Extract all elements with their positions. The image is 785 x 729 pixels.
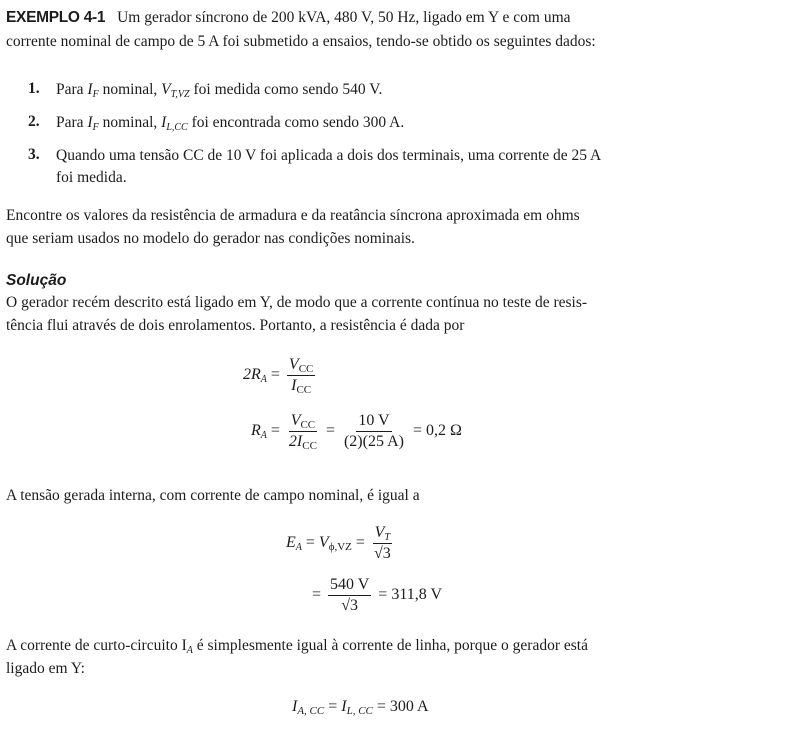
item-1-number: 1. [28, 80, 40, 97]
fraction-540v-sqrt3: $\frac{540 V}{√3}$ [330, 576, 370, 614]
solution-p1-line1: O gerador recém descrito está ligado em Y, de modo que a corrente contínua no teste de resis- [6, 294, 588, 311]
item-3-line1: Quando uma tensão CC de 10 V foi aplicada a dois dos terminais, uma corrente de 25 A [56, 147, 602, 164]
equation-ia-cc: $I_{A, CC} = I_{L, CC} = 300$ A [292, 698, 429, 717]
question-line1: Encontre os valores da resistência de armadura e da reatância síncrona aproximada em ohms [6, 207, 580, 224]
item-1-text: Para $I_F$ nominal, $V_{T,VZ}$ foi medida como sendo 540 V. [56, 81, 383, 100]
item-2-number: 2. [28, 113, 40, 130]
item-3-number: 3. [28, 146, 40, 163]
equation-2ra: $2R_A$ = $\frac{V_{CC}}{I_{CC}}$ [243, 356, 314, 396]
solution-p2: A tensão gerada interna, com corrente de campo nominal, é igual a [6, 487, 420, 504]
equation-ea: $E_A = V_{\phi,VZ}$ = $\frac{V_T}{√3}$ [286, 524, 391, 562]
solution-heading: Solução [6, 272, 67, 289]
item-3-line2: foi medida. [56, 169, 127, 186]
solution-p3-line2: ligado em Y: [6, 660, 85, 677]
fraction-10v: $\frac{10 V}{(2)(25 A)}$ [343, 412, 404, 450]
item-2-text: Para $I_F$ nominal, $I_{L,CC}$ foi encontrada como sendo 300 A. [56, 114, 405, 133]
fraction-vt-sqrt3: $\frac{V_T}{√3}$ [373, 524, 391, 562]
question-line2: que seriam usados no modelo do gerador nas condições nominais. [6, 230, 415, 247]
solution-p3-line1: A corrente de curto-circuito $I_A$ é simplesmente igual à corrente de linha, porque o gerador está [6, 637, 588, 656]
fraction-vcc-icc: $\frac{V_{CC}}{I_{CC}}$ [288, 356, 314, 396]
example-intro-line1: EXEMPLO 4-1 Um gerador síncrono de 200 kVA, 480 V, 50 Hz, ligado em Y e com uma [6, 9, 571, 26]
equation-ea-value: = $\frac{540 V}{√3}$ = 311,8 V [312, 576, 442, 614]
fraction-vcc-2icc: $\frac{V_{CC}}{2I_{CC}}$ [288, 412, 317, 452]
example-label: EXEMPLO 4-1 [6, 9, 106, 26]
equation-ra: $R_A$ = $\frac{V_{CC}}{2I_{CC}}$ = $\frac{10 V}{(2)(25 A)}$ = 0,2 Ω [251, 412, 462, 452]
example-intro-line2: corrente nominal de campo de 5 A foi submetido a ensaios, tendo-se obtido os seguintes dados: [6, 33, 596, 50]
solution-p1-line2: tência flui através de dois enrolamentos. Portanto, a resistência é dada por [6, 317, 465, 334]
